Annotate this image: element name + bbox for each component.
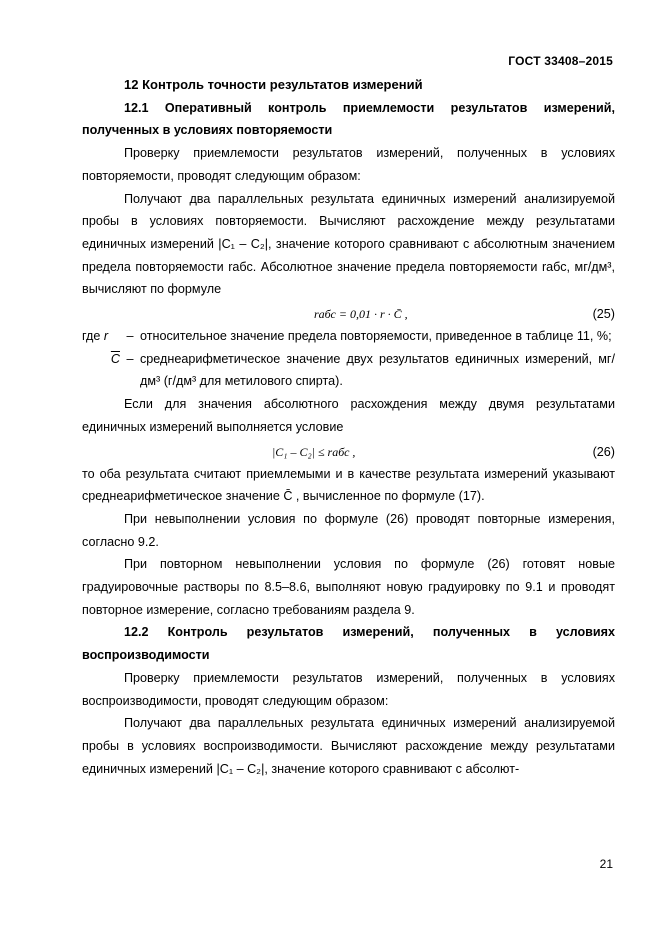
definition-symbol: $\overline{C}$ — [110, 351, 120, 366]
paragraph: При повторном невыполнении условия по формуле (26) готовят новые градуировочные растворы по 8.5–8.6, выполняют новую градуировку по 9.1 и проводят повторное измерение, согласно требованиям раздела 9. — [82, 557, 615, 617]
paragraph: Получают два параллельных результата единичных измерений анализируемой пробы в условиях повторяемости. Вычисляют расхождение между результатами единичных измерений |C₁ – C₂|, значение которого сравнивают с абсолютным значением предела повторяемости rабс. Абсолютное значение предела повторяемости rабс, мг/дм³, вычисляют по формуле — [82, 191, 615, 297]
definition-dash: – — [126, 329, 134, 344]
paragraph: Получают два параллельных результата единичных измерений анализируемой пробы в условиях воспроизводимости. Вычисляют расхождение между результатами единичных измерений |C₁ – C₂|, значение которого сравнивают с абсолют- — [82, 716, 615, 776]
where-label: где r — [82, 329, 109, 344]
definition-text: относительное значение предела повторяемости, приведенное в таблице 11, %; — [140, 329, 612, 344]
formula-number: (25) — [592, 307, 615, 322]
paragraph: Проверку приемлемости результатов измерений, полученных в условиях повторяемости, проводят следующим образом: — [82, 146, 615, 183]
formula-expression: |C₁ – C₂| ≤ rабс , — [272, 444, 356, 459]
definition-dash: – — [126, 351, 134, 366]
formula-26 — [82, 439, 615, 463]
page-content — [82, 74, 615, 780]
page-number: 21 — [599, 857, 613, 871]
standard-header: ГОСТ 33408–2015 — [508, 54, 613, 68]
section-title: 12 Контроль точности результатов измерений — [124, 77, 423, 92]
definition-c — [82, 348, 615, 393]
subsection-title-12-2: 12.2 Контроль результатов измерений, полученных в условиях воспроизводимости — [82, 625, 615, 663]
definition-text: среднеарифметическое значение двух результатов единичных измерений, мг/дм³ (г/дм³ для метилового спирта). — [140, 351, 615, 389]
paragraph: Проверку приемлемости результатов измерений, полученных в условиях воспроизводимости, проводят следующим образом: — [82, 670, 615, 708]
formula-25 — [82, 301, 615, 325]
paragraph: то оба результата считают приемлемыми и в качестве результата измерений указывают среднеарифметическое значение C̄ , вычисленное по формуле (17). — [82, 466, 615, 504]
paragraph: Если для значения абсолютного расхождения между двумя результатами единичных измерений выполняется условие — [82, 397, 615, 434]
definition-r — [82, 325, 615, 348]
formula-number: (26) — [592, 444, 615, 459]
formula-expression: rабс = 0,01 · r · C̄ , — [314, 307, 408, 322]
paragraph: При невыполнении условия по формуле (26) проводят повторные измерения, согласно 9.2. — [82, 511, 615, 549]
subsection-title-12-1: 12.1 Оперативный контроль приемлемости результатов измерений, полученных в условиях повторяемости — [82, 100, 615, 138]
